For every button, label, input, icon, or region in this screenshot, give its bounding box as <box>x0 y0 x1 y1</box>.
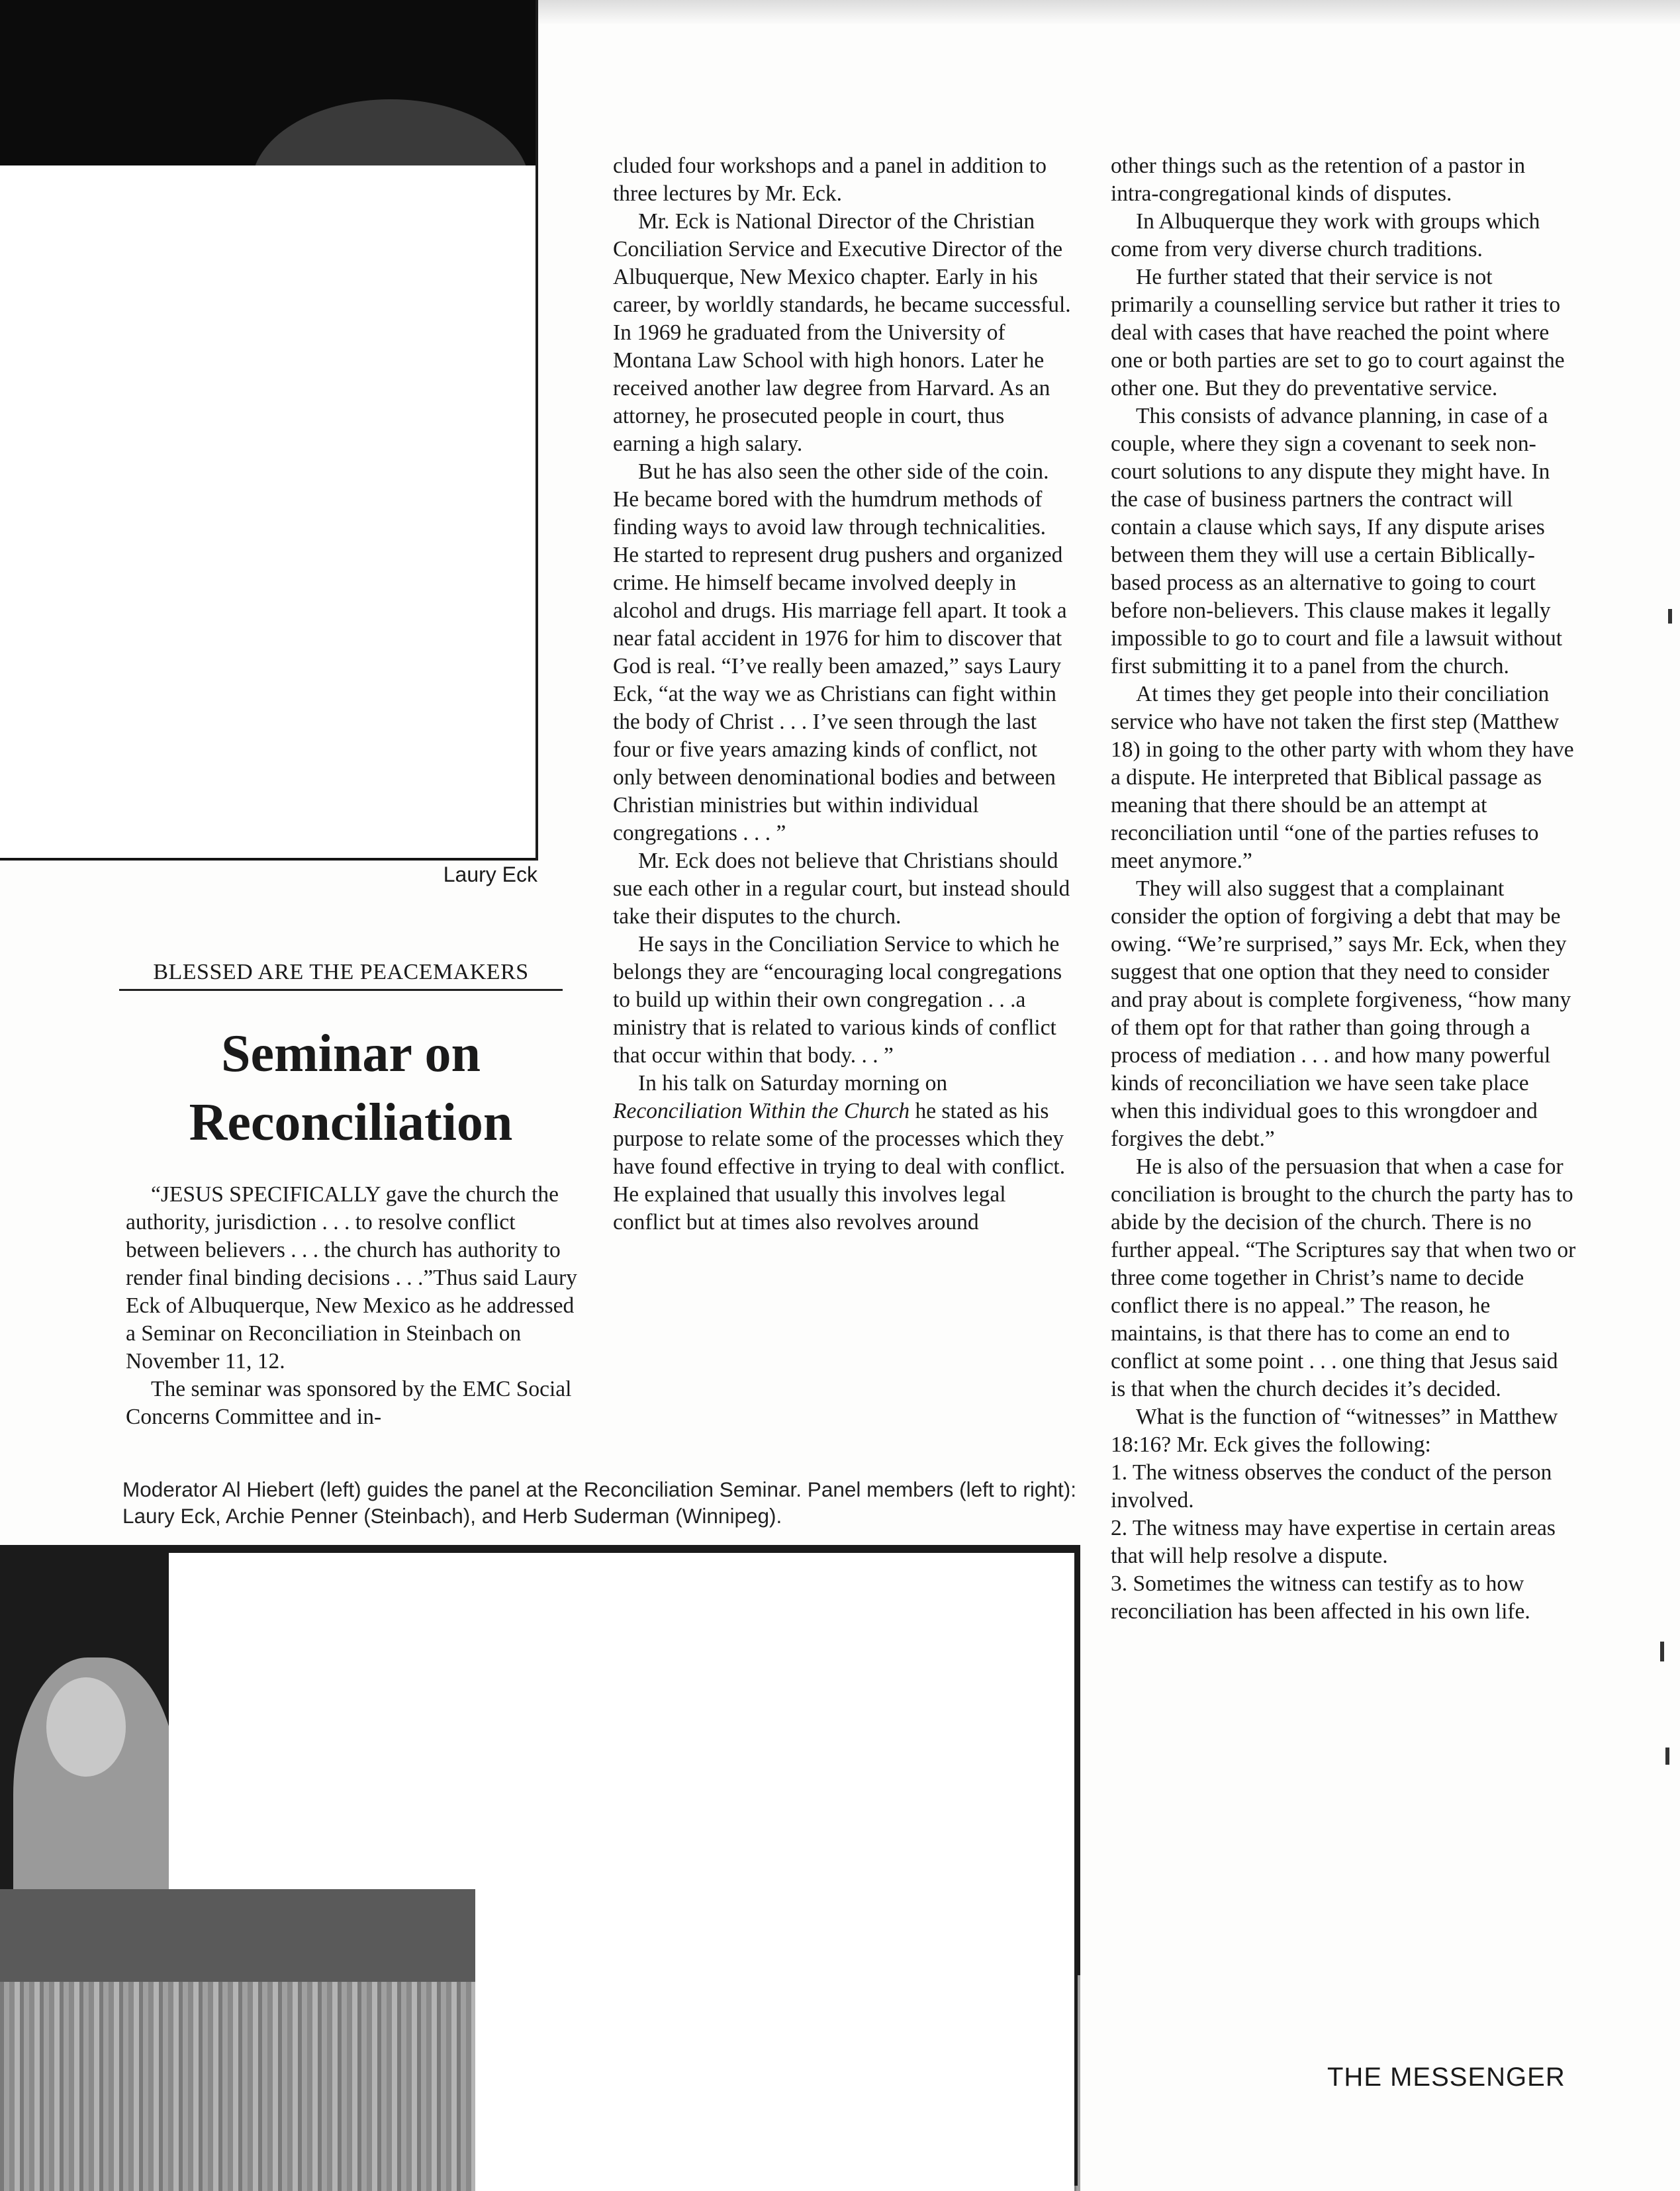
photo-blank-area <box>475 1889 1074 2191</box>
paragraph: other things such as the retention of a pastor in intra-congregational kinds of disputes. <box>1111 154 1526 206</box>
paragraph: But he has also seen the other side of the coin. He became bored with the humdrum methods of finding ways to avoid law through technicalities. He started to represent drug pushers and organized crime. He himself became involved deeply in alcohol and drugs. His marriage fell apart. It took a near fatal accident in 1976 for him to discover that God is real. “I’ve really been amazed,” says Laury Eck, “at the way we as Christians can fight within the body of Christ . . . I’ve seen through the last four or five years amazing kinds of conflict, not only between denominational bodies and between Christian ministries but within individual congregations . . . ” <box>613 459 1067 845</box>
photo-desk <box>0 1889 477 1982</box>
talk-title: Reconciliation Within the Church <box>613 1099 910 1123</box>
paragraph: He says in the Conciliation Service to which he belongs they are “encouraging local congregations to build up within their own congregation . . .a ministry that is related to various kinds of conflict that occur within that body. . . ” <box>613 932 1062 1068</box>
scan-mark <box>1668 609 1672 624</box>
paragraph: The seminar was sponsored by the EMC Social Concerns Committee and in- <box>126 1377 572 1429</box>
photo-panel <box>0 1545 1080 2191</box>
text-run: he stated as his purpose to relate some of the processes which they have found effective in trying to deal with conflict. He explained that usually this involves legal conflict but at times also revolves around <box>613 1099 1066 1235</box>
photo-edge <box>536 0 538 861</box>
scan-mark <box>1665 1748 1669 1765</box>
photo-laury-eck <box>0 0 538 861</box>
paragraph: “JESUS SPECIFICALLY gave the church the authority, jurisdiction . . . to resolve conflict between believers . . . the church has authority to render final binding decisions . . .”Thus said Laury Eck of Albuquerque, New Mexico as he addressed a Seminar on Reconciliation in Steinbach on November 11, 12. <box>126 1182 577 1374</box>
photo-caption-panel: Moderator Al Hiebert (left) guides the panel at the Reconciliation Seminar. Panel members (left to right): Laury Eck, Archie Penner (Steinbach), and Herb Suderman (Winnipeg). <box>122 1477 1076 1528</box>
photo-blank-area <box>0 165 536 858</box>
list-item: 2. The witness may have expertise in certain areas that will help resolve a dispute. <box>1111 1516 1556 1568</box>
paragraph: They will also suggest that a complainant consider the option of forgiving a debt that may be owing. “We’re surprised,” says Mr. Eck, when they suggest that one option that they need to consider and pray about is complete forgiveness, “how many of them opt for that rather than going through a process of mediation . . . and how many powerful kinds of reconciliation we have seen take place when this individual goes to this wrongdoer and forgives the debt.” <box>1111 876 1571 1151</box>
text-run: In his talk on Saturday morning on <box>638 1071 948 1096</box>
list-item: 1. The witness observes the conduct of the person involved. <box>1111 1460 1552 1513</box>
paragraph <box>613 1070 1076 1236</box>
paragraph: This consists of advance planning, in case of a couple, where they sign a covenant to seek non-court solutions to any dispute they might have. In the case of business partners the contract will contain a clause which says, If any dispute arises between them they will use a certain Biblically-based process as an alternative to going to court before non-believers. This clause makes it legally impossible to go to court and file a lawsuit without first submitting it to a panel from the church. <box>1111 404 1563 678</box>
paragraph: In Albuquerque they work with groups which come from very diverse church traditions. <box>1111 209 1540 261</box>
article-column-3 <box>1111 152 1577 1626</box>
paragraph: He is also of the persuasion that when a case for conciliation is brought to the church the party has to abide by the decision of the church. There is no further appeal. “The Scriptures say that when two or three come together in Christ’s name to decide conflict there is no appeal.” The reason, he maintains, is that there has to come an end to conflict at some point . . . one thing that Jesus said is that when the church decides it’s decided. <box>1111 1154 1576 1401</box>
list-item: 3. Sometimes the witness can testify as to how reconciliation has been affected in his own life. <box>1111 1571 1530 1624</box>
paragraph: cluded four workshops and a panel in addition to three lectures by Mr. Eck. <box>613 154 1047 206</box>
article-column-2 <box>613 152 1076 1236</box>
scan-mark <box>1660 1642 1664 1661</box>
paragraph: At times they get people into their conciliation service who have not taken the first step (Matthew 18) in going to the other party with whom they have a dispute. He interpreted that Biblical passage as meaning that there should be an attempt at reconciliation until “one of the parties refuses to meet anymore.” <box>1111 682 1574 873</box>
scan-edge <box>538 0 1680 25</box>
paragraph: What is the function of “witnesses” in Matthew 18:16? Mr. Eck gives the following: <box>1111 1405 1558 1457</box>
photo-blank-area <box>169 1552 1074 1889</box>
paragraph: Mr. Eck does not believe that Christians should sue each other in a regular court, but instead should take their disputes to the church. <box>613 849 1070 929</box>
photo-edge <box>169 1550 1077 1553</box>
paragraph: Mr. Eck is National Director of the Christian Conciliation Service and Executive Director of the Albuquerque, New Mexico chapter. Early in his career, by worldly standards, he became successful. In 1969 he graduated from the University of Montana Law School with high honors. Later he received another law degree from Harvard. As an attorney, he prosecuted people in court, thus earning a high salary. <box>613 209 1071 456</box>
photo-caption-laury-eck: Laury Eck <box>443 862 537 886</box>
photo-face <box>46 1677 126 1777</box>
publication-footer: THE MESSENGER <box>1327 2063 1565 2092</box>
article-kicker: BLESSED ARE THE PEACEMAKERS <box>119 960 563 991</box>
photo-edge <box>1074 1550 1078 2186</box>
paragraph: He further stated that their service is not primarily a counselling service but rather it tries to deal with cases that have reached the point where one or both parties are set to go to court against the other one. But they do preventative service. <box>1111 265 1565 400</box>
article-title: Seminar on Reconciliation <box>189 1025 513 1152</box>
article-column-1 <box>126 1181 583 1431</box>
